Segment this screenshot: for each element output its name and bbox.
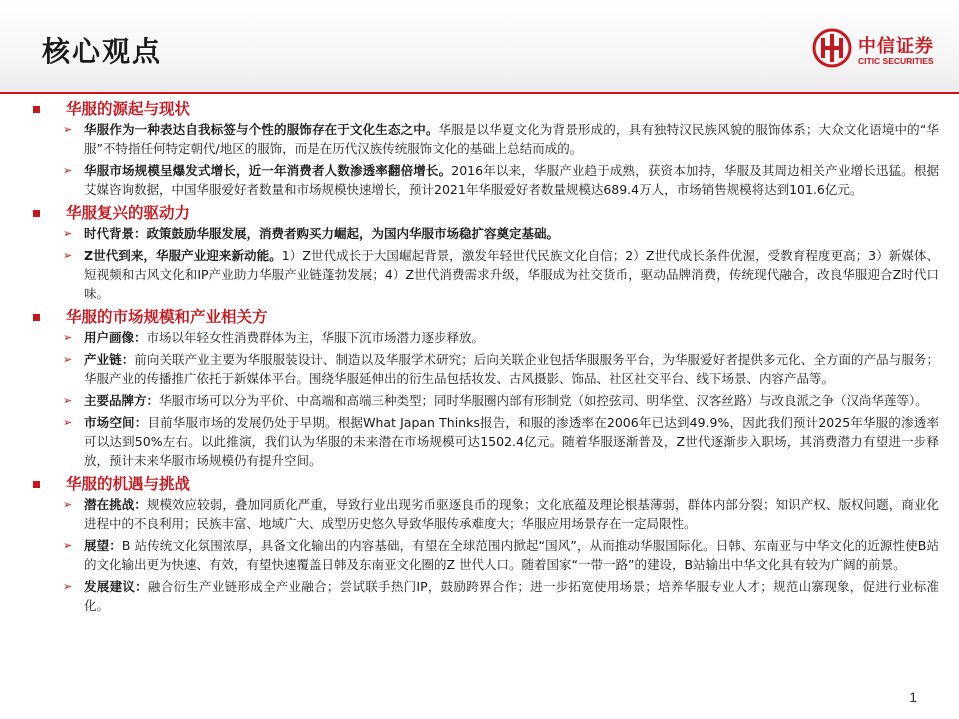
company-logo xyxy=(812,28,944,72)
bullet-item: ➢ 市场空间：目前华服市场的发展仍处于早期。根据What Japan Thinks报告，和服的渗透率在2006年已达到49.9%，因此我们预计2025年华服的渗透率可以达到50%左右。以此推演，我们认为华服的未来潜在市场规模可达1502.4亿元。随着华服逐渐普及，Z世代逐渐步入职场，其消费潜力有望进一步释放，预计未来华服市场规模仍有提升空间。 xyxy=(63,415,939,468)
arrow-bullet-icon: ➢ xyxy=(63,123,73,136)
content-body xyxy=(0,98,959,618)
slide-header xyxy=(0,0,959,92)
bullet-item: ➢ 用户画像：市场以年轻女性消费群体为主，华服下沉市场潜力逐步释放。 xyxy=(63,330,485,345)
arrow-bullet-icon: ➢ xyxy=(63,331,73,344)
section-heading: 华服的机遇与挑战 xyxy=(0,473,959,495)
square-bullet-icon xyxy=(33,106,40,113)
bullet-item: ➢ 时代背景：政策鼓励华服发展，消费者购买力崛起，为国内华服市场稳扩容奠定基础。 xyxy=(63,226,560,241)
bullet-item: ➢ 华服市场规模呈爆发式增长，近一年消费者人数渗透率翻倍增长。2016年以来，华服产业趋于成熟，获资本加持，华服及其周边相关产业增长迅猛。根据艾媒咨询数据，中国华服爱好者数量和市场规模快速增长，预计2021年华服爱好者数量规模达689.4万人，市场销售规模将达到101.6亿元。 xyxy=(63,163,939,197)
page-title: 核心观点 xyxy=(42,35,163,68)
arrow-bullet-icon: ➢ xyxy=(63,353,73,366)
header-divider xyxy=(0,92,959,94)
square-bullet-icon xyxy=(33,210,40,217)
arrow-bullet-icon: ➢ xyxy=(63,416,73,429)
arrow-bullet-icon: ➢ xyxy=(63,539,73,552)
arrow-bullet-icon: ➢ xyxy=(63,249,73,262)
arrow-bullet-icon: ➢ xyxy=(63,394,73,407)
citic-logo-icon xyxy=(812,28,852,68)
bullet-item: ➢ 主要品牌方：华服市场可以分为平价、中高端和高端三种类型；同时华服圈内部有形制党（如控弦司、明华堂、汉客丝路）与改良派之争（汉尚华莲等）。 xyxy=(63,393,928,408)
section-heading: 华服的市场规模和产业相关方 xyxy=(0,306,959,328)
arrow-bullet-icon: ➢ xyxy=(63,227,73,240)
page-number: 1 xyxy=(909,689,917,705)
section-heading: 华服的源起与现状 xyxy=(0,98,959,120)
bullet-item: ➢ 发展建议：融合衍生产业链形成全产业融合；尝试联手热门IP，鼓励跨界合作；进一步拓宽使用场景；培养华服专业人才；规范山寨现象，促进行业标准化。 xyxy=(63,579,939,613)
bullet-item: ➢ 产业链：前向关联产业主要为华服服装设计、制造以及华服学术研究；后向关联企业包括华服服务平台，为华服爱好者提供多元化、全方面的产品与服务；华服产业的传播推广依托于新媒体平台。围绕华服延伸出的衍生品包括妆发、古风摄影、饰品、社区社交平台、线下场景、内容产品等。 xyxy=(63,352,939,386)
bullet-item: ➢ 华服作为一种表达自我标签与个性的服饰存在于文化生态之中。华服是以华夏文化为背景形成的，具有独特汉民族风貌的服饰体系；大众文化语境中的“华服”不特指任何特定朝代/地区的服饰，而是在历代汉族传统服饰文化的基础上总结而成的。 xyxy=(63,122,939,156)
arrow-bullet-icon: ➢ xyxy=(63,498,73,511)
square-bullet-icon xyxy=(33,314,40,321)
section-heading: 华服复兴的驱动力 xyxy=(0,202,959,224)
bullet-item: ➢ Z世代到来，华服产业迎来新动能。1）Z世代成长于大国崛起背景，激发年轻世代民族文化自信；2）Z世代成长条件优渥，受教育程度更高；3）新媒体、短视频和古风文化和IP产业助力华服产业链蓬勃发展；4）Z世代消费需求升级，华服成为社交货币，驱动品牌消费，传统现代融合，改良华服迎合Z时代口味。 xyxy=(63,248,939,301)
bullet-item: ➢ 展望：B 站传统文化氛围浓厚，具备文化输出的内容基础，有望在全球范围内掀起“国风”，从而推动华服国际化。日韩、东南亚与中华文化的近源性使B站的文化输出更为快速、有效，有望快速覆盖日韩及东南亚文化圈的Z 世代人口。随着国家“一带一路”的建设，B站输出中华文化具有较为广阔的前景。 xyxy=(63,538,939,572)
logo-text-cn: 中信证券 xyxy=(858,36,934,57)
arrow-bullet-icon: ➢ xyxy=(63,580,73,593)
logo-text-en: CITIC SECURITIES xyxy=(858,56,934,66)
arrow-bullet-icon: ➢ xyxy=(63,164,73,177)
square-bullet-icon xyxy=(33,481,40,488)
bullet-item: ➢ 潜在挑战：规模效应较弱，叠加同质化严重，导致行业出现劣币驱逐良币的现象；文化底蕴及理论根基薄弱，群体内部分裂；知识产权、版权问题，商业化进程中的不良利用；民族丰富、地域广大、成型历史悠久导致华服传承难度大；华服应用场景存在一定局限性。 xyxy=(63,497,939,531)
